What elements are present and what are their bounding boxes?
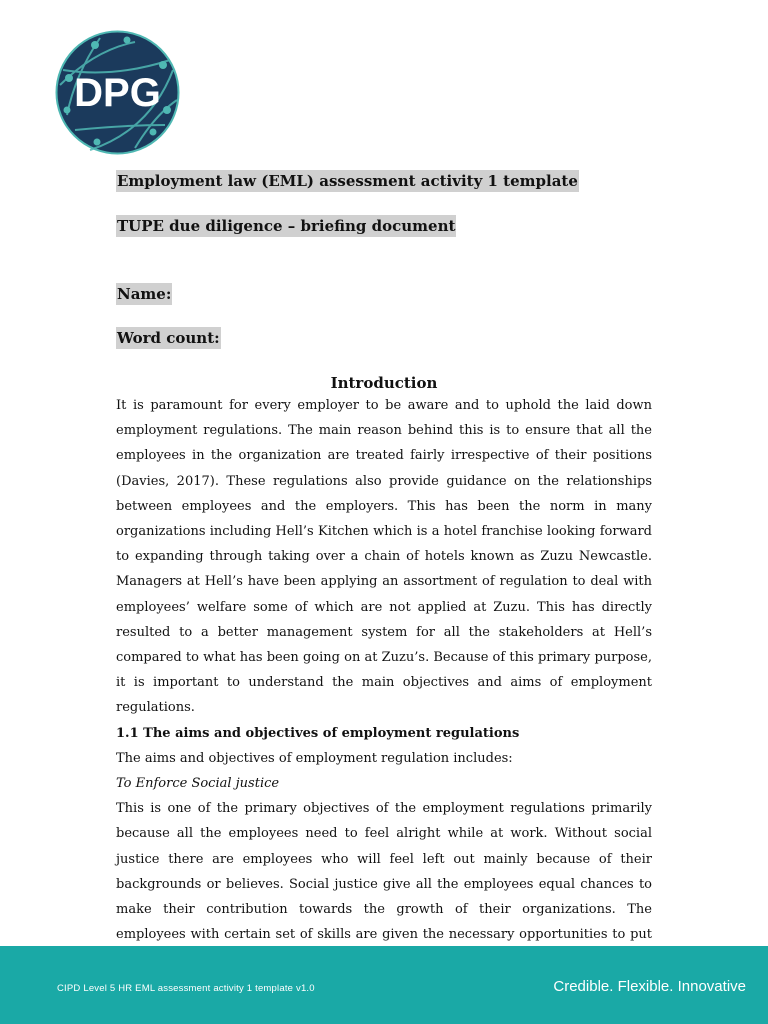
dpg-logo [55, 30, 180, 155]
section-1-1-heading: 1.1 The aims and objectives of employment regulations [116, 725, 520, 741]
dpg-logo-graphic [55, 30, 180, 155]
logo-text: DPG [74, 71, 161, 115]
introduction-heading: Introduction [330, 374, 438, 392]
footer-tagline: Credible. Flexible. Innovative [553, 978, 746, 995]
name-label: Name: [117, 285, 172, 303]
word-count-label: Word count: [117, 329, 220, 347]
document-subtitle: TUPE due diligence – briefing document [117, 217, 456, 235]
social-justice-paragraph: This is one of the primary objectives of the employment regulations primarily because all the employees need to feel alright while at work. Without social justice there are employees who will feel left out mainly because of their backgrounds or believes. Social justice give all the employees equal chances to make their contribution towards the growth of their organizations. The employees with certain set of skills are given the necessary opportunities to put [116, 801, 652, 943]
social-justice-subheading: To Enforce Social justice [116, 776, 280, 792]
document-title: Employment law (EML) assessment activity 1 template [117, 172, 578, 190]
introduction-paragraph: It is paramount for every employer to be aware and to uphold the laid down employment regulations. The main reason behind this is to ensure that all the employees in the organization are treated fairly irrespective of their positions (Davies, 2017). These regulations also provide guidance on the relationships between employees and the employers. This has been the norm in many organizations including Hell’s Kitchen which is a hotel franchise looking forward to expanding through taking over a chain of hotels known as Zuzu Newcastle. Managers at Hell’s have been applying an assortment of regulation to deal with employees’ welfare some of which are not applied at Zuzu. This has directly resulted to a better management system for all the stakeholders at Hell’s compared to what has been going on at Zuzu’s. Because of this primary purpose, it is important to understand the main objectives and aims of employment regulations. [116, 398, 652, 716]
section-1-1-intro: The aims and objectives of employment regulation includes: [116, 750, 513, 766]
footer-template-version: CIPD Level 5 HR EML assessment activity 1 template v1.0 [57, 983, 315, 994]
footer-bar [0, 946, 768, 1024]
document-body [116, 393, 652, 973]
